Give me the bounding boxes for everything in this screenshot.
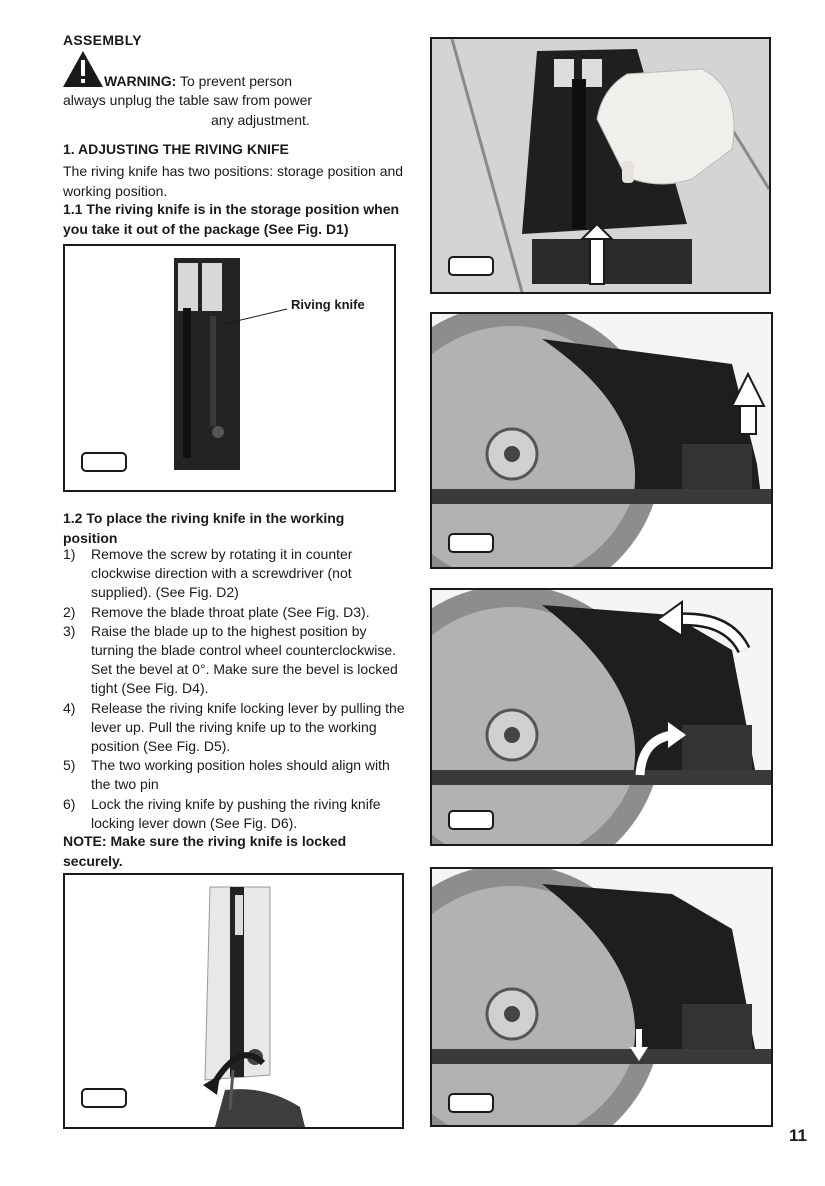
step-number: 5)	[63, 757, 76, 774]
step-number: 4)	[63, 699, 76, 716]
riving-knife-lever-photo	[432, 590, 771, 844]
figure-d4	[430, 312, 773, 569]
blade-raised-photo	[432, 314, 771, 567]
step-item	[63, 756, 408, 794]
step-text: Remove the blade throat plate (See Fig. D3).	[91, 603, 370, 620]
note-text: NOTE: Make sure the riving knife is locked securely.	[63, 833, 347, 869]
figure-label-box	[448, 256, 494, 276]
section-1-2-title: 1.2 To place the riving knife in the working position	[63, 510, 345, 546]
page-number: 11	[789, 1126, 807, 1145]
warning-line-3: any adjustment.	[211, 112, 310, 128]
figure-d2	[63, 873, 404, 1129]
figure-label-box	[448, 810, 494, 830]
step-item	[63, 603, 408, 622]
figure-label-box	[448, 1093, 494, 1113]
figure-d5	[430, 588, 773, 846]
warning-label: WARNING:	[104, 73, 177, 89]
step-number: 6)	[63, 795, 76, 812]
step-list	[63, 545, 408, 833]
section-heading: ASSEMBLY	[63, 32, 142, 48]
step-item	[63, 545, 408, 603]
riving-knife-locked-photo	[432, 869, 771, 1125]
throat-plate-removal-photo	[432, 39, 769, 292]
warning-line-2: always unplug the table saw from power	[63, 92, 313, 108]
warning-text-1: To prevent person	[176, 73, 293, 89]
step-text: The two working position holes should align with the two pin	[91, 757, 390, 793]
figure-label-box	[448, 533, 494, 553]
warning-icon	[62, 50, 104, 88]
figure-d3	[430, 37, 771, 294]
step-item	[63, 699, 408, 757]
step-text: Raise the blade up to the highest position by turning the blade control wheel counterclockwise. Set the bevel at 0°. Make sure the bevel is locked tight (See Fig. D4).	[91, 622, 398, 697]
figure-label-box	[81, 452, 127, 472]
warning-line-1	[104, 72, 292, 90]
section-1-title: 1. ADJUSTING THE RIVING KNIFE	[63, 141, 289, 157]
figure-label-box	[81, 1088, 127, 1108]
step-item	[63, 622, 408, 699]
figure-d6	[430, 867, 773, 1127]
riving-knife-callout: Riving knife	[291, 297, 365, 312]
section-1-intro: The riving knife has two positions: storage position and working position.	[63, 163, 404, 199]
step-item	[63, 795, 408, 833]
figure-d1	[63, 244, 396, 492]
step-text: Lock the riving knife by pushing the riving knife locking lever down (See Fig. D6).	[91, 795, 381, 831]
section-1-1-subtitle: 1.1 The riving knife is in the storage position when you take it out of the package (See Fig. D1)	[63, 201, 400, 237]
step-number: 3)	[63, 622, 76, 639]
step-number: 1)	[63, 546, 76, 562]
step-text: Remove the screw by rotating it in counter clockwise direction with a screwdriver (not supplied). (See Fig. D2)	[91, 546, 353, 601]
step-number: 2)	[63, 603, 76, 620]
step-text: Release the riving knife locking lever by pulling the lever up. Pull the riving knife up to the working position (See Fig. D5).	[91, 699, 405, 755]
